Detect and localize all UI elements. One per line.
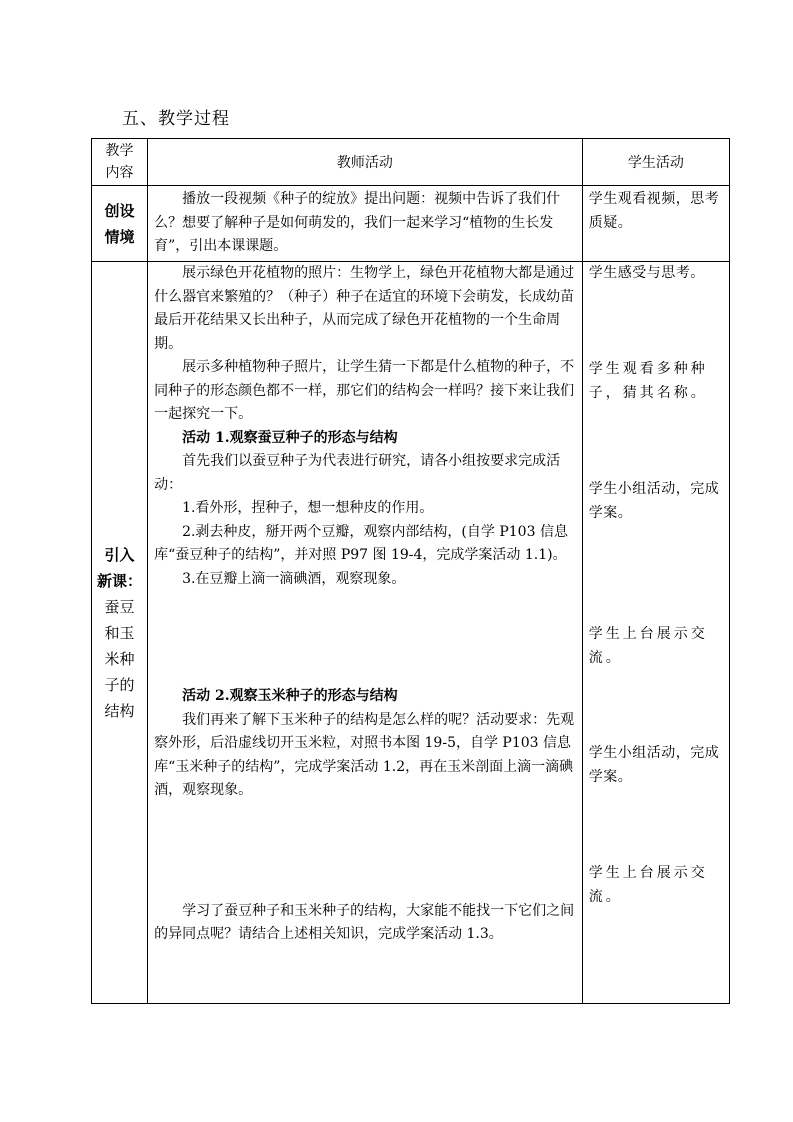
header-teacher: 教师活动 xyxy=(148,139,583,186)
teacher-activity-cell xyxy=(148,186,583,262)
student-activity: 学生观看视频，思考质疑。 xyxy=(588,191,720,231)
section-title: 五、教学过程 xyxy=(122,109,230,129)
student-activity: 学生小组活动，完成学案。 xyxy=(588,745,720,785)
activity-step: 3.在豆瓣上滴一滴碘酒，观察现象。 xyxy=(182,570,406,587)
teacher-activity-cell xyxy=(148,262,583,1004)
teacher-paragraph: 首先我们以蚕豆种子为代表进行研究，请各小组按要求完成活动： xyxy=(154,453,561,493)
row-label-new-lesson xyxy=(92,262,148,1004)
student-activity: 学生上台展示交流。 xyxy=(588,626,708,666)
table-row xyxy=(92,262,730,1004)
teacher-paragraph: 播放一段视频《种子的绽放》提出问题：视频中告诉了我们什么？想要了解种子是如何萌发的，我们一起来学习“植物的生长发育”，引出本课课题。 xyxy=(154,191,561,254)
teaching-process-table xyxy=(91,138,730,1004)
table-row xyxy=(92,186,730,262)
activity-step: 2.剥去种皮，掰开两个豆瓣，观察内部结构，(自学 P103 信息库“蚕豆种子的结构”，并对照 P97 图 19-4，完成学案活动 1.1)。 xyxy=(154,523,568,563)
table-header-row xyxy=(92,139,730,186)
student-activity: 学生小组活动，完成学案。 xyxy=(588,481,720,521)
student-activity: 学生观看多种种子，猜其名称。 xyxy=(588,361,708,401)
activity-1-title: 活动 1.观察蚕豆种子的形态与结构 xyxy=(182,429,398,446)
teacher-paragraph: 学习了蚕豆种子和玉米种子的结构，大家能不能找一下它们之间的异同点呢？请结合上述相关知识，完成学案活动 1.3。 xyxy=(154,902,575,942)
student-activity-cell xyxy=(582,186,729,262)
activity-step: 1.看外形，捏种子，想一想种皮的作用。 xyxy=(182,500,434,516)
teacher-paragraph: 展示绿色开花植物的照片：生物学上，绿色开花植物大都是通过什么器官来繁殖的？（种子）种子在适宜的环境下会萌发，长成幼苗最后开花结果又长出种子，从而完成了绿色开花植物的一个生命周期。 xyxy=(154,265,575,352)
student-activity-cell xyxy=(582,262,729,1004)
row-label-topic: 蚕豆 和玉 米种 子的 结构 xyxy=(104,597,135,720)
student-activity: 学生上台展示交流。 xyxy=(588,865,708,905)
teacher-paragraph: 展示多种植物种子照片，让学生猜一下都是什么植物的种子，不同种子的形态颜色都不一样，那它们的结构会一样吗？接下来让我们一起探究一下。 xyxy=(154,359,575,422)
header-content: 教学 内容 xyxy=(92,139,148,186)
row-label-bold: 引入 新课： xyxy=(97,545,143,590)
row-label-scenario: 创设 情境 xyxy=(92,186,148,262)
header-student: 学生活动 xyxy=(582,139,729,186)
activity-2-title: 活动 2.观察玉米种子的形态与结构 xyxy=(182,688,398,704)
teacher-paragraph: 我们再来了解下玉米种子的结构是怎么样的呢？活动要求：先观察外形，后沿虚线切开玉米粒，对照书本图 19-5，自学 P103 信息库“玉米种子的结构”，完成学案活动 1.2，再在玉米剖面上滴一滴碘酒，观察现象。 xyxy=(154,711,575,798)
student-activity: 学生感受与思考。 xyxy=(588,265,705,281)
